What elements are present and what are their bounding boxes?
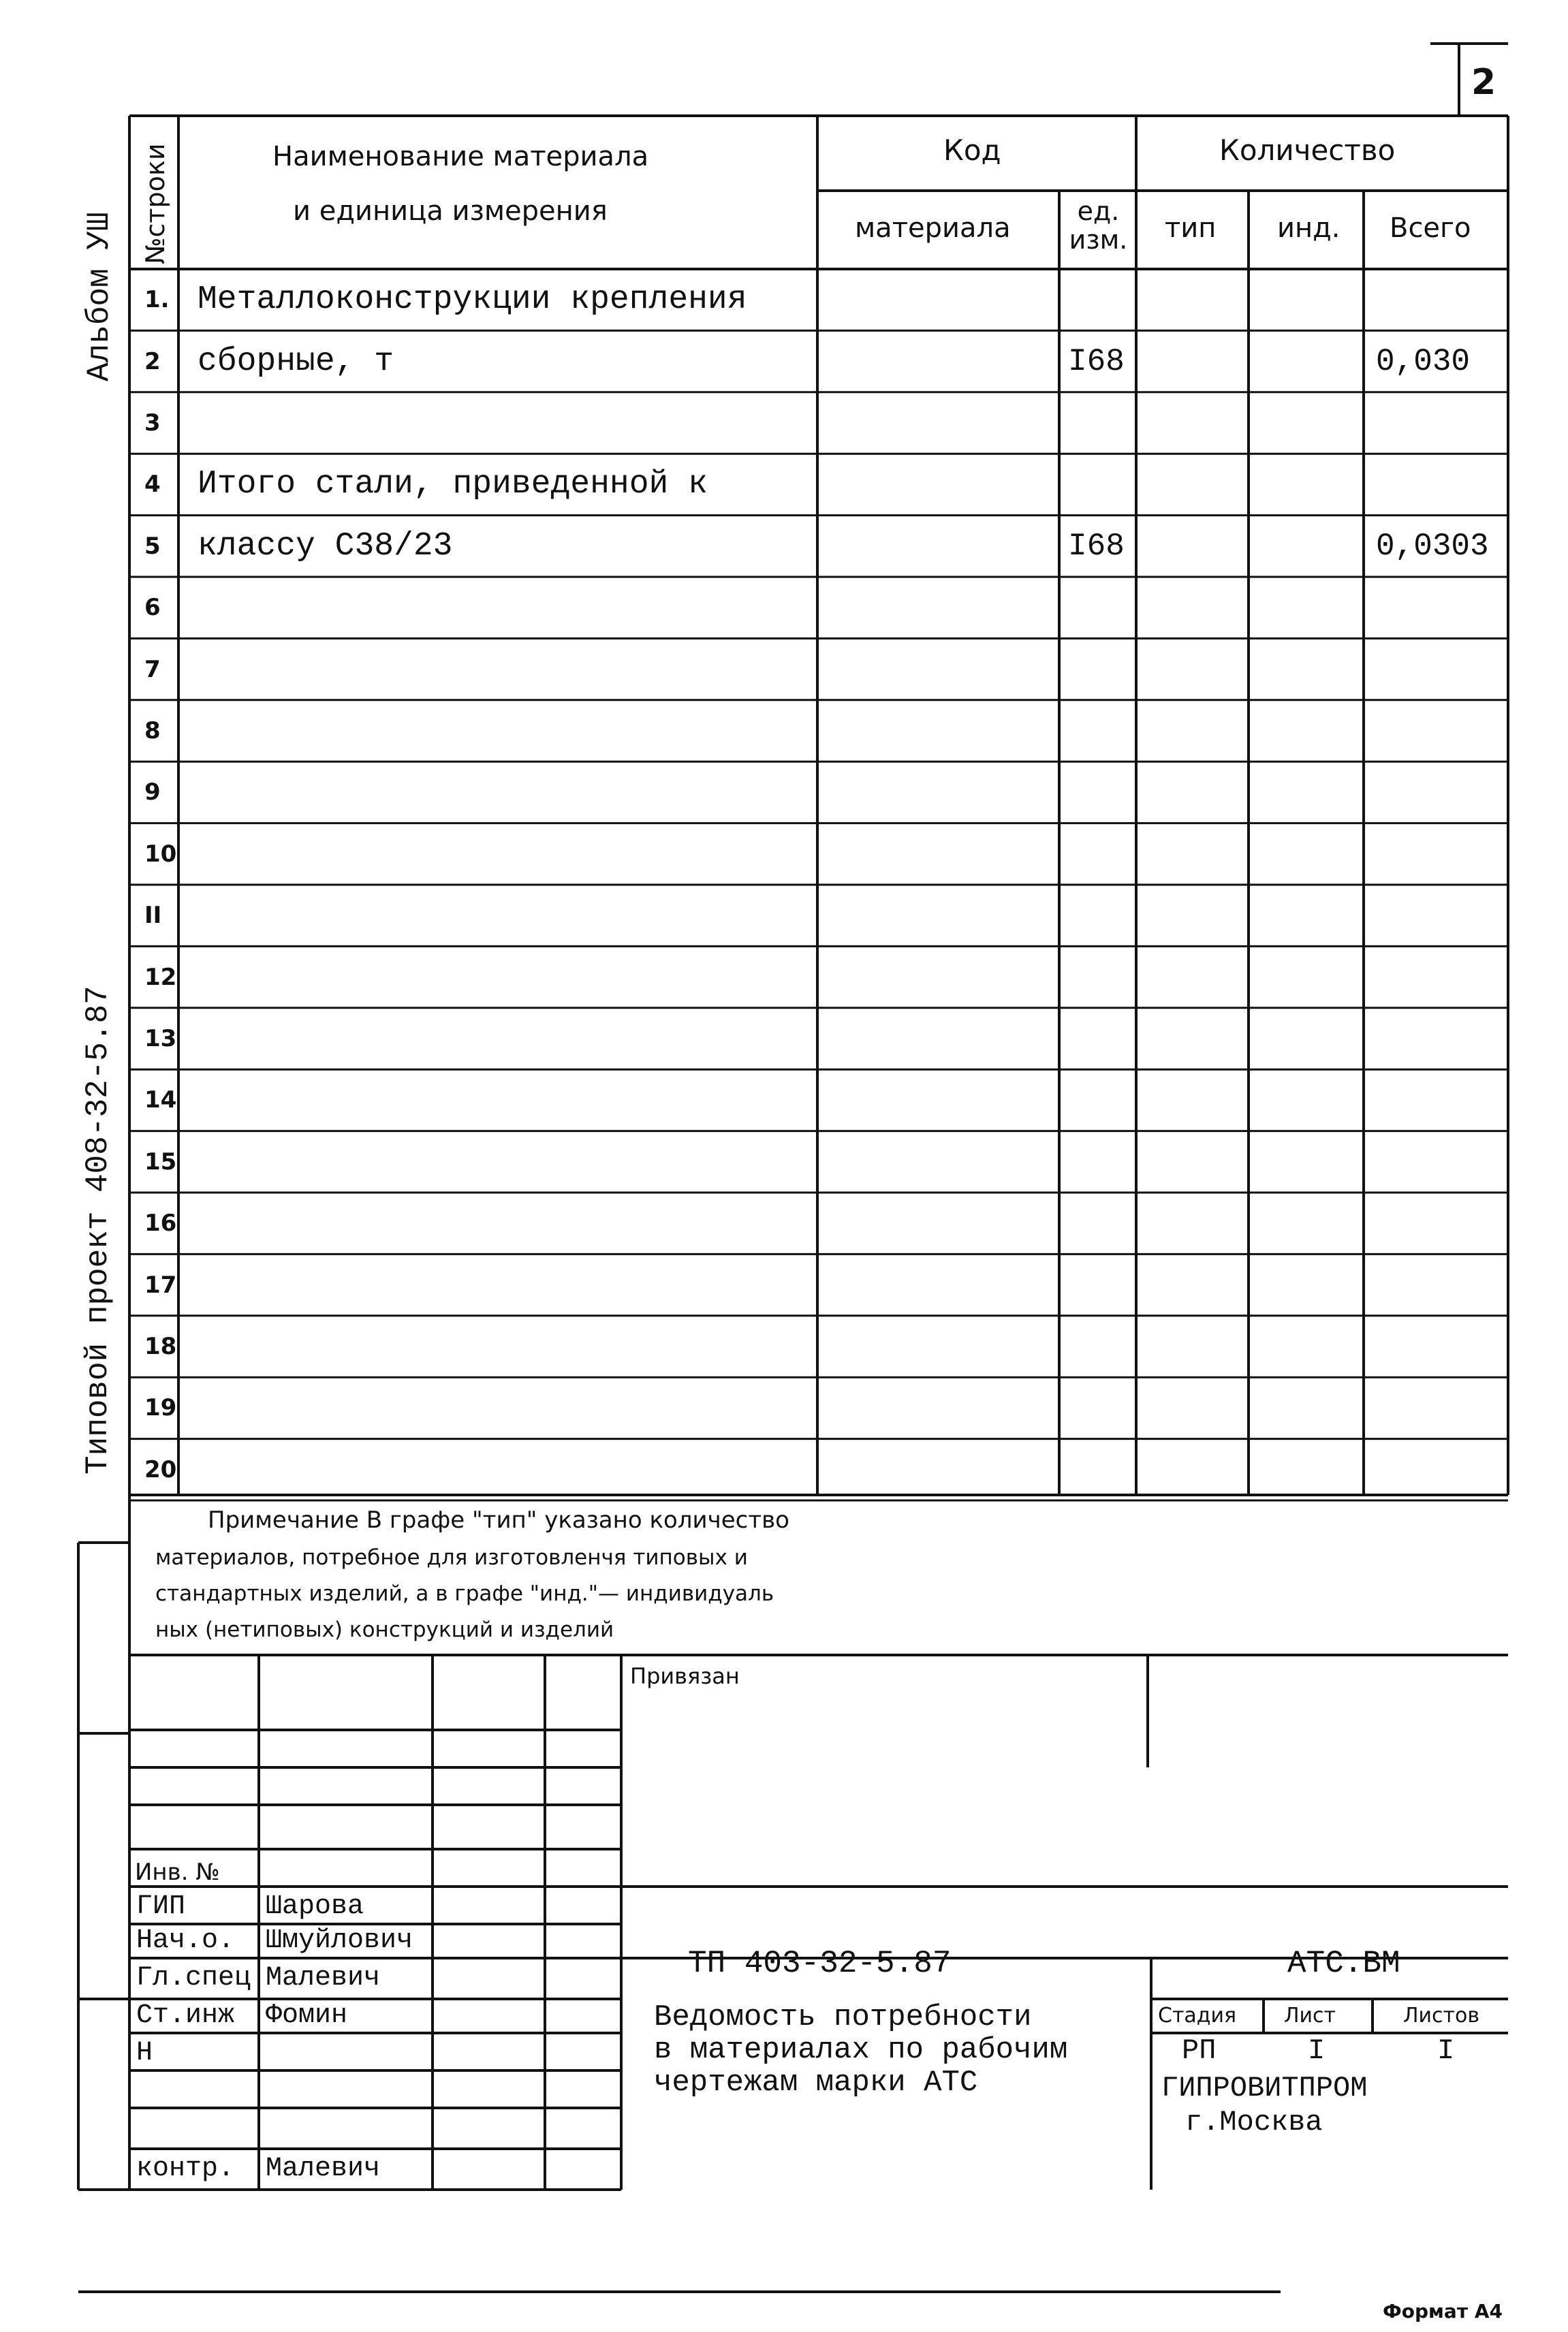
format-label: Формат А4: [1383, 2300, 1503, 2322]
header-code-material: материала: [855, 212, 1011, 244]
signer-name: Шарова: [266, 1891, 364, 1922]
stage-label: Стадия: [1158, 2004, 1237, 2028]
note-line3: стандартных изделий, а в графе "инд."— индивидуаль: [155, 1581, 774, 1606]
title-line3: чертежам марки АТС: [654, 2066, 978, 2100]
signer-role: Гл.спец: [136, 1963, 251, 1994]
row-total: 0,030: [1376, 343, 1471, 379]
signer-name: Малевич: [266, 1963, 381, 1994]
row-number: 13: [144, 1025, 177, 1052]
row-number: 19: [144, 1394, 177, 1422]
header-qty-type: тип: [1165, 212, 1217, 244]
row-name: классу С38/23: [198, 527, 453, 565]
signer-role: Нач.о.: [136, 1925, 235, 1956]
document-code: ТП 403-32-5.87: [688, 1946, 952, 1981]
row-name: сборные, т: [198, 343, 394, 380]
row-number: 7: [144, 655, 161, 683]
row-number: 9: [144, 778, 161, 806]
row-number: 5: [144, 532, 161, 560]
signer-role: Ст.инж: [136, 2000, 235, 2031]
row-number: 14: [144, 1086, 177, 1114]
city: г.Москва: [1185, 2106, 1323, 2139]
signer-name: Шмуйлович: [266, 1925, 413, 1956]
row-number: 16: [144, 1210, 177, 1238]
sheet-label: Лист: [1284, 2004, 1336, 2028]
signer-role: ГИП: [136, 1891, 186, 1922]
row-unit: I68: [1068, 528, 1125, 564]
row-number: 10: [144, 840, 177, 868]
sheet-number: 2: [1471, 62, 1496, 103]
row-number: II: [144, 902, 162, 930]
row-number: 18: [144, 1333, 177, 1360]
sheets-label: Листов: [1403, 2004, 1480, 2028]
row-unit: I68: [1068, 343, 1125, 379]
row-number: 15: [144, 1148, 177, 1176]
row-name: Итого стали, приведенной к: [198, 466, 708, 503]
sheets-value: I: [1437, 2034, 1455, 2067]
header-quantity: Количество: [1219, 133, 1396, 167]
row-number: 2: [144, 347, 161, 375]
document-mark: АТС.ВМ: [1287, 1946, 1400, 1981]
sheet-value: I: [1308, 2034, 1326, 2067]
signer-name: Малевич: [266, 2154, 381, 2184]
row-name: Металлоконструкции крепления: [198, 281, 747, 319]
signer-role: Н: [136, 2038, 153, 2068]
row-number: 1.: [144, 286, 170, 314]
bound-label: Привязан: [630, 1663, 740, 1689]
row-number: 8: [144, 717, 161, 744]
header-qty-total: Всего: [1390, 212, 1471, 244]
header-qty-ind: инд.: [1277, 212, 1340, 244]
organization: ГИПРОВИТПРОМ: [1161, 2072, 1368, 2105]
row-number: 20: [144, 1455, 177, 1483]
note-line1: Примечание В графе "тип" указано количество: [208, 1507, 789, 1534]
header-code-unit: ед. изм.: [1069, 196, 1128, 255]
stage-value: РП: [1182, 2034, 1217, 2067]
signer-name: Фомин: [266, 2000, 348, 2031]
header-name-line2: и единица измерения: [293, 195, 608, 227]
row-total: 0,0303: [1376, 528, 1489, 564]
title-line2: в материалах по рабочим: [654, 2033, 1068, 2067]
project-label: Типовой проект 408-32-5.87: [80, 986, 116, 1475]
row-number: 3: [144, 409, 161, 437]
row-number: 6: [144, 594, 161, 622]
header-code: Код: [943, 133, 1001, 167]
row-number: 4: [144, 471, 161, 499]
header-name-line1: Наименование материала: [272, 141, 649, 172]
album-label: Альбом УШ: [82, 212, 117, 381]
title-line1: Ведомость потребности: [654, 2000, 1032, 2034]
header-row-number: №строки: [140, 143, 170, 264]
note-line4: ных (нетиповых) конструкций и изделий: [155, 1618, 614, 1642]
row-number: 12: [144, 963, 177, 991]
signer-role: контр.: [136, 2154, 235, 2184]
inventory-label: Инв. №: [135, 1859, 220, 1886]
row-number: 17: [144, 1271, 177, 1299]
note-line2: материалов, потребное для изготовленчя типовых и: [155, 1545, 748, 1570]
